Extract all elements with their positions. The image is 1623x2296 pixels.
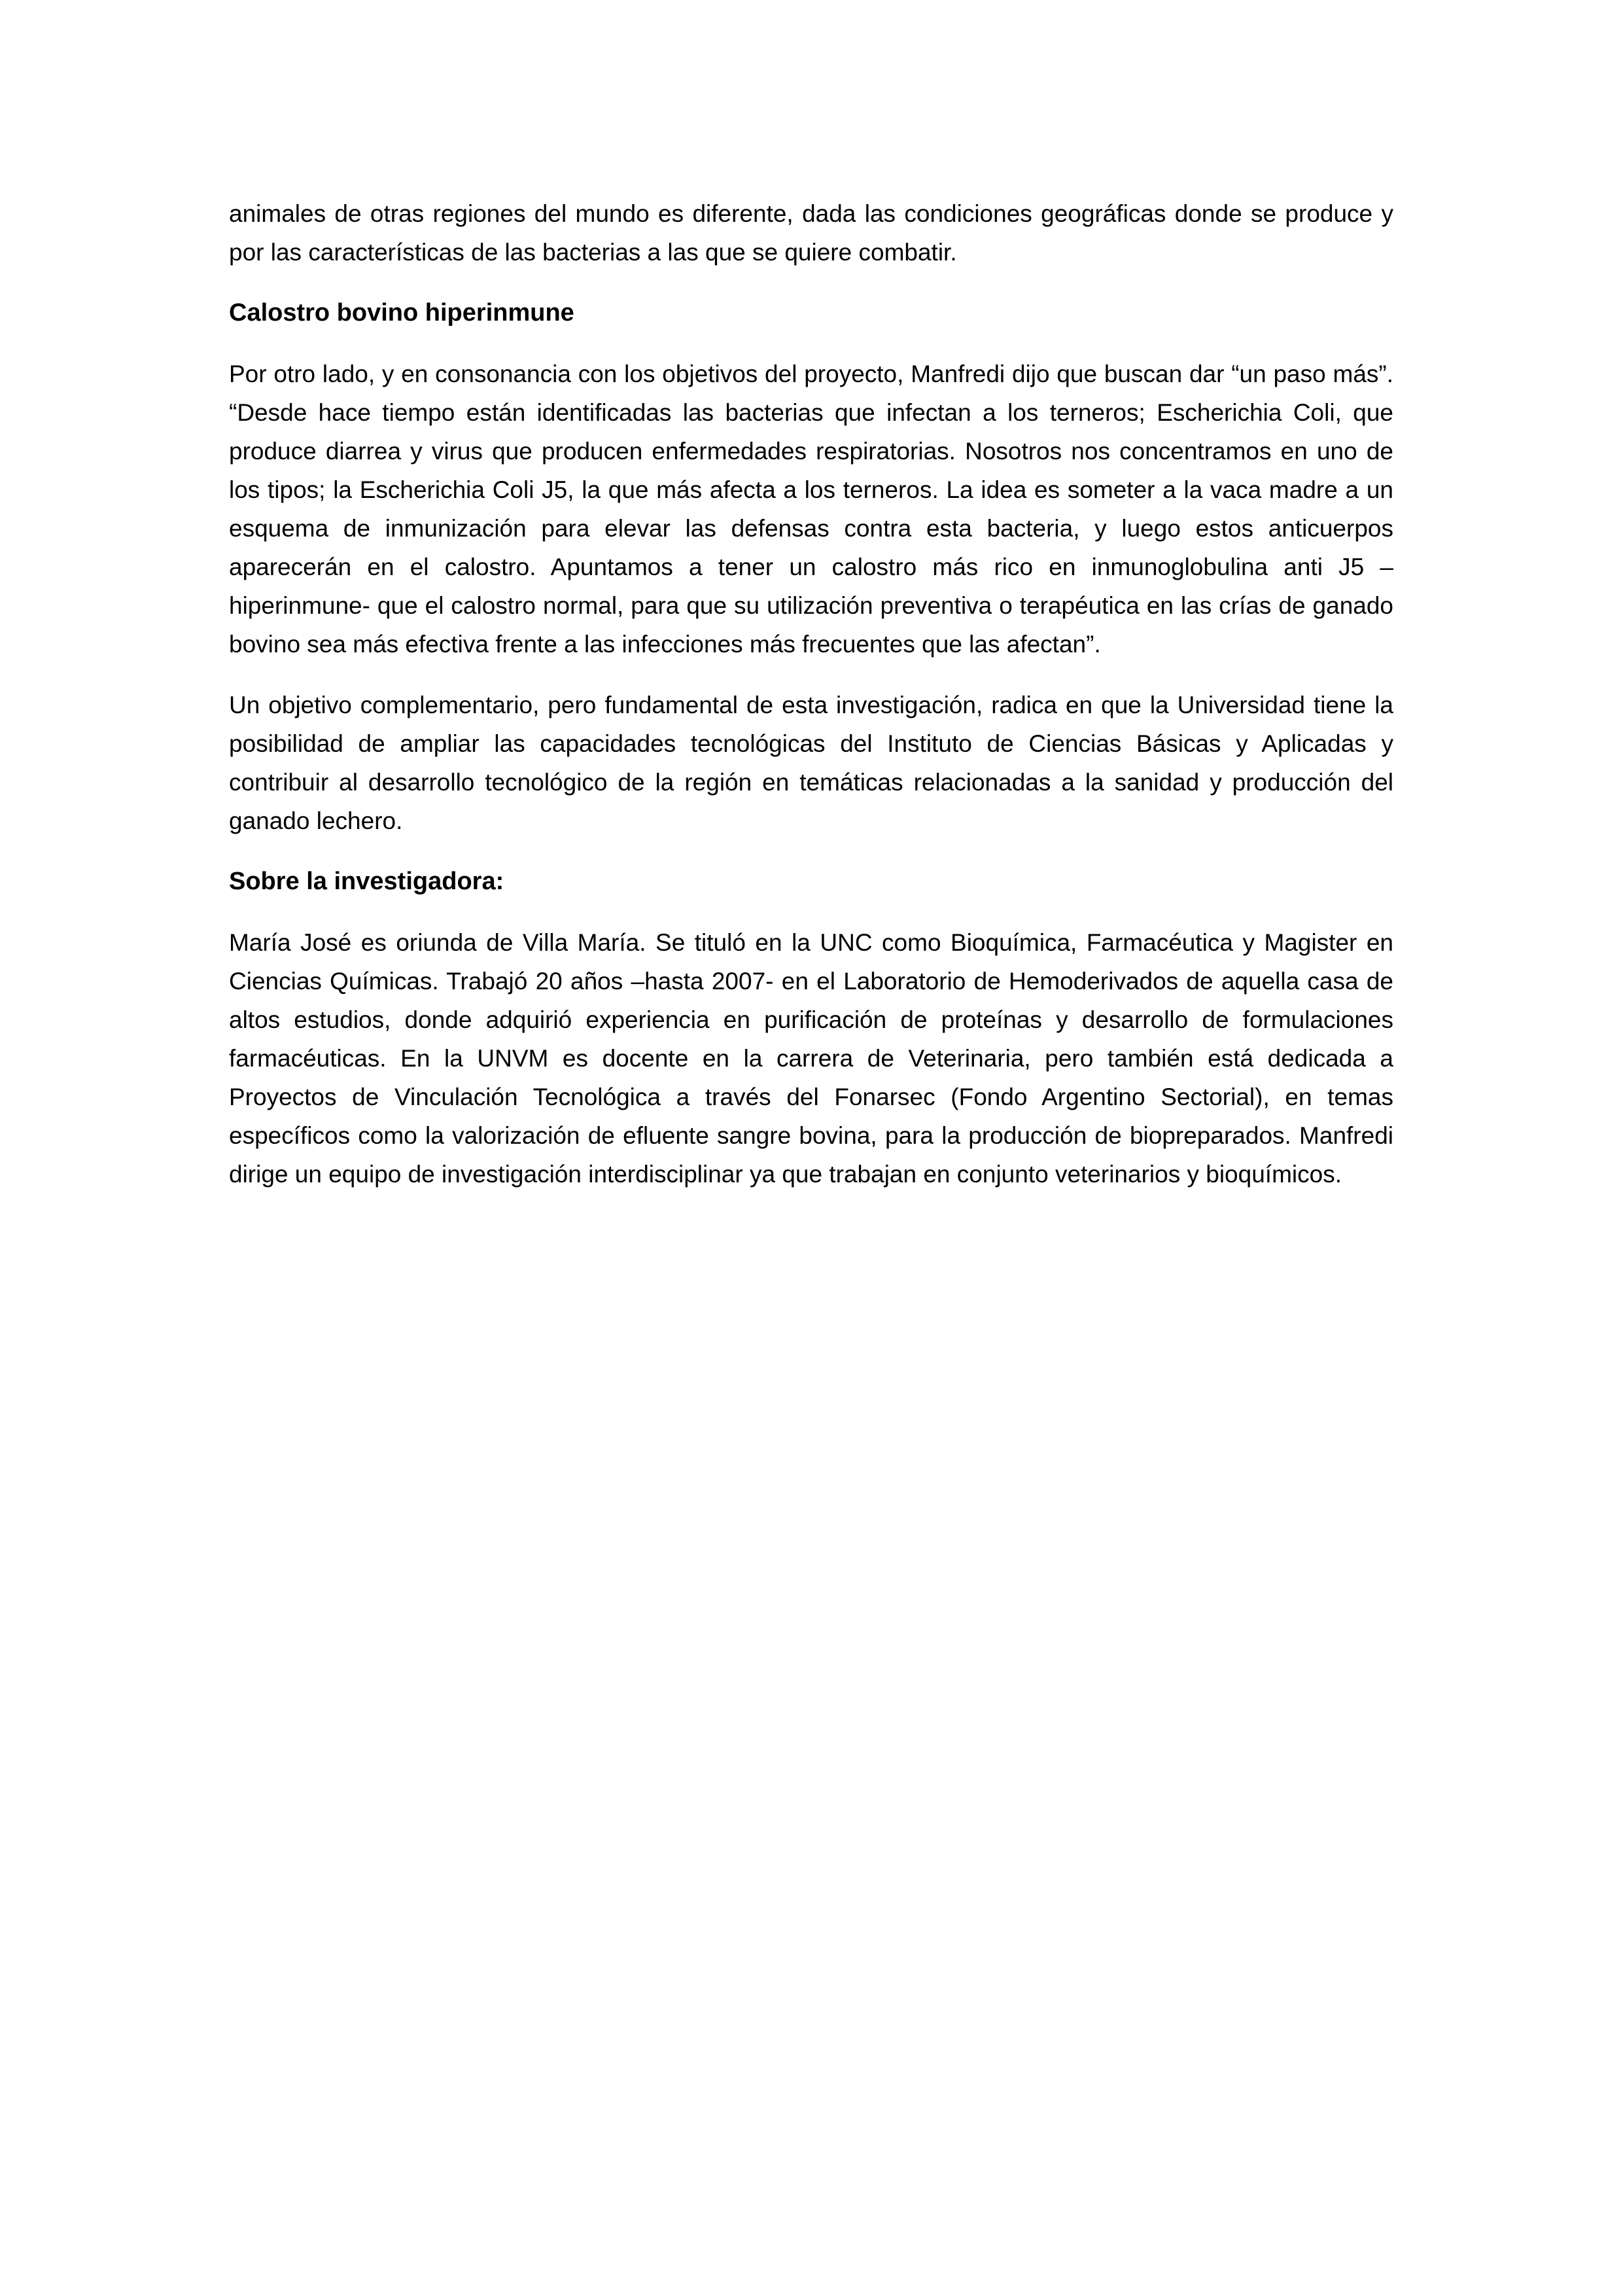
heading-sobre-la-investigadora: Sobre la investigadora: (229, 868, 504, 895)
heading-calostro-bovino-hiperinmune: Calostro bovino hiperinmune (229, 299, 574, 327)
paragraph-calostro-hiperinmune: Por otro lado, y en consonancia con los objetivos del proyecto, Manfredi dijo que buscan dar “un paso más”. “Desde hace tiempo están identificadas las bacterias que infectan a los terneros; Escherichia Coli, que produce diarrea y virus que producen enfermedades respiratorias. Nosotros nos concentramos en uno de los tipos; la Escherichia Coli J5, la que más afecta a los terneros. La idea es someter a la vaca madre a un esquema de inmunización para elevar las defensas contra esta bacteria, y luego estos anticuerpos aparecerán en el calostro. Apuntamos a tener un calostro más rico en inmunoglobulina anti J5 –hiperinmune- que el calostro normal, para que su utilización preventiva o terapéutica en las crías de ganado bovino sea más efectiva frente a las infecciones más frecuentes que las afectan”. (229, 361, 1393, 658)
page-content (229, 194, 1393, 1216)
paragraph-condiciones-geograficas: animales de otras regiones del mundo es diferente, dada las condiciones geográficas donde se produce y por las características de las bacterias a las que se quiere combatir. (229, 200, 1393, 266)
paragraph-biografia-investigadora: María José es oriunda de Villa María. Se tituló en la UNC como Bioquímica, Farmacéutica y Magister en Ciencias Químicas. Trabajó 20 años –hasta 2007- en el Laboratorio de Hemoderivados de aquella casa de altos estudios, donde adquirió experiencia en purificación de proteínas y desarrollo de formulaciones farmacéuticas. En la UNVM es docente en la carrera de Veterinaria, pero también está dedicada a Proyectos de Vinculación Tecnológica a través del Fonarsec (Fondo Argentino Sectorial), en temas específicos como la valorización de efluente sangre bovina, para la producción de biopreparados. Manfredi dirige un equipo de investigación interdisciplinar ya que trabajan en conjunto veterinarios y bioquímicos. (229, 929, 1393, 1188)
paragraph-objetivo-complementario: Un objetivo complementario, pero fundamental de esta investigación, radica en que la Universidad tiene la posibilidad de ampliar las capacidades tecnológicas del Instituto de Ciencias Básicas y Aplicadas y contribuir al desarrollo tecnológico de la región en temáticas relacionadas a la sanidad y producción del ganado lechero. (229, 692, 1393, 834)
